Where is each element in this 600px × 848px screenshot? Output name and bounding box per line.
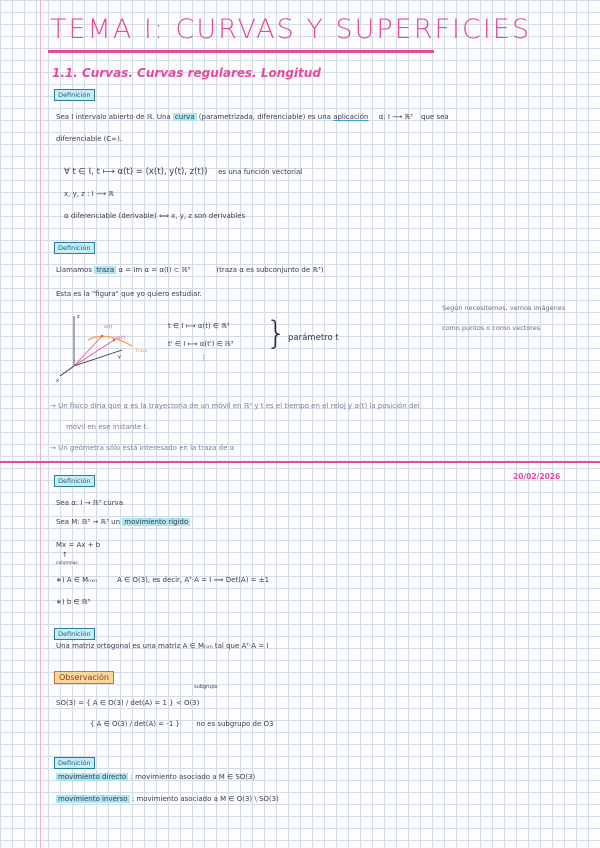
- x-axis: [60, 366, 74, 376]
- title-underline: [48, 50, 434, 53]
- def1-item2: x, y, z : I ⟶ ℝ: [64, 190, 114, 198]
- param-label: parámetro t: [288, 333, 339, 343]
- def1-line1-c: que sea: [421, 113, 449, 121]
- def2-line1-a: Llamamos: [56, 266, 92, 274]
- def5-directo: movimiento directo: [58, 773, 127, 781]
- def3-item1-b: A ∈ O(3), es decir, Aᵀ·A = I ⟹ Det(A) = ±1: [117, 576, 270, 584]
- def3-movimiento-rigido: movimiento rígido: [124, 518, 189, 526]
- def5-line1-b: : movimiento asociado a M ∈ SO(3): [130, 773, 256, 781]
- def1-item3: α diferenciable (derivable) ⟺ x, y, z son derivables: [64, 212, 246, 220]
- def1-line1-b: (parametrizada, diferenciable) es una: [198, 113, 331, 121]
- def1-line1: [56, 113, 449, 121]
- obs-line2-a: { A ∈ O(3) / det(A) = -1 }: [90, 720, 180, 728]
- def5-line2-b: : movimiento asociado a M ∈ O(3) \ SO(3): [131, 795, 279, 803]
- date-label: 20/02/2026: [513, 472, 561, 481]
- definition-badge-5: Definición: [54, 757, 95, 769]
- note-physicist: → Un físico diría que α es la trayectoria de un móvil en ℝ³ y t es el tiempo en el reloj y α(t) la posición del: [50, 402, 420, 410]
- brace: }: [266, 314, 287, 352]
- definition-badge-4: Definición: [54, 628, 95, 640]
- point-alpha-t: [101, 335, 104, 338]
- margin-rule-bottom: [40, 463, 41, 848]
- def3-line2-a: Sea M: ℝ³ → ℝ³ un: [56, 518, 121, 526]
- definition-badge-3: Definición: [54, 475, 95, 487]
- section-heading: 1.1. Curvas. Curvas regulares. Longitud: [52, 66, 321, 80]
- def5-inverso: movimiento inverso: [58, 795, 128, 803]
- alpha-tprime-label: α(t'): [116, 336, 126, 341]
- def5-line1: [56, 773, 255, 781]
- def1-item1: [64, 167, 302, 177]
- def1-item1-b: es una función vectorial: [218, 168, 303, 176]
- def3-arrow: ↑: [62, 551, 68, 559]
- param-line-3: ⋮: [200, 354, 207, 362]
- definition-badge-1: Definición: [54, 89, 95, 101]
- vector-alpha-tprime: [74, 340, 114, 366]
- note-geometer: → Un geómetra sólo está interesado en la traza de α: [50, 444, 235, 452]
- point-alpha-tprime: [113, 339, 116, 342]
- obs-line2-b: no es subgrupo de O3: [196, 720, 274, 728]
- obs-line1: SO(3) = { A ∈ O(3) / det(A) = 1 } < O(3): [56, 699, 200, 707]
- def3-item1-a: ∗) A ∈ Mₙₓₙ: [56, 576, 97, 584]
- def1-map: α: I ⟶ ℝ³: [378, 113, 413, 121]
- def2-line1-b: α = Im α = α(I) ⊂ ℝ³: [118, 266, 191, 274]
- axis-y-label: y: [118, 354, 121, 360]
- def1-curva: curva: [174, 113, 195, 121]
- def3-line2: [56, 518, 190, 526]
- obs-subgrupo: subgrupo: [194, 684, 218, 690]
- param-line-2: t' ∈ I ⟼ α(t') ∈ ℝ³: [168, 340, 234, 348]
- def1-line2: diferenciable (C∞).: [56, 135, 123, 143]
- def4-line1: Una matriz ortogonal es una matriz A ∈ Mₙₓₙ tal que Aᵀ·A = I: [56, 642, 269, 650]
- traza-label: traza: [136, 349, 148, 354]
- def2-traza: traza: [96, 266, 115, 274]
- side-note-2: como puntos o como vectores: [442, 324, 541, 332]
- axis-x-label: x: [56, 378, 59, 384]
- def3-line1: Sea α: I → ℝ³ curva: [56, 499, 124, 507]
- side-note-1: Según necesitemos, vemos imágenes: [442, 304, 566, 312]
- def1-aplicacion: aplicación: [333, 113, 369, 121]
- def1-item1-a: ∀ t ∈ I, t ⟼ α(t) = (x(t), y(t), z(t)): [64, 167, 208, 177]
- page-divider: [0, 461, 600, 463]
- def3-eq-sub: columnas: [56, 561, 78, 566]
- definition-badge-2: Definición: [54, 242, 95, 254]
- note-physicist-cont: móvil en ese instante t.: [66, 423, 149, 431]
- def2-line1-c: (traza α es subconjunto de ℝ³): [216, 266, 324, 274]
- def1-line1-a: Sea I intervalo abierto de ℝ. Una: [56, 113, 171, 121]
- param-line-1: t ∈ I ⟼ α(t) ∈ ℝ³: [168, 322, 230, 330]
- def3-equation: Mx = Ax + b: [56, 541, 101, 549]
- page-title: TEMA I: CURVAS Y SUPERFICIES: [50, 14, 531, 45]
- obs-line2: [90, 720, 274, 728]
- observacion-badge: Observación: [54, 671, 114, 684]
- def3-item1: [56, 576, 269, 584]
- margin-rule-top: [40, 0, 41, 461]
- def2-line2: Esta es la "figura" que yo quiero estudiar.: [56, 290, 202, 298]
- def5-line2: [56, 795, 279, 803]
- def3-item2: ∗) b ∈ ℝ³: [56, 598, 91, 606]
- axis-z-label: z: [77, 314, 80, 320]
- def2-line1: [56, 266, 323, 274]
- curve-diagram: [52, 310, 162, 384]
- alpha-t-label: α(t): [104, 325, 113, 330]
